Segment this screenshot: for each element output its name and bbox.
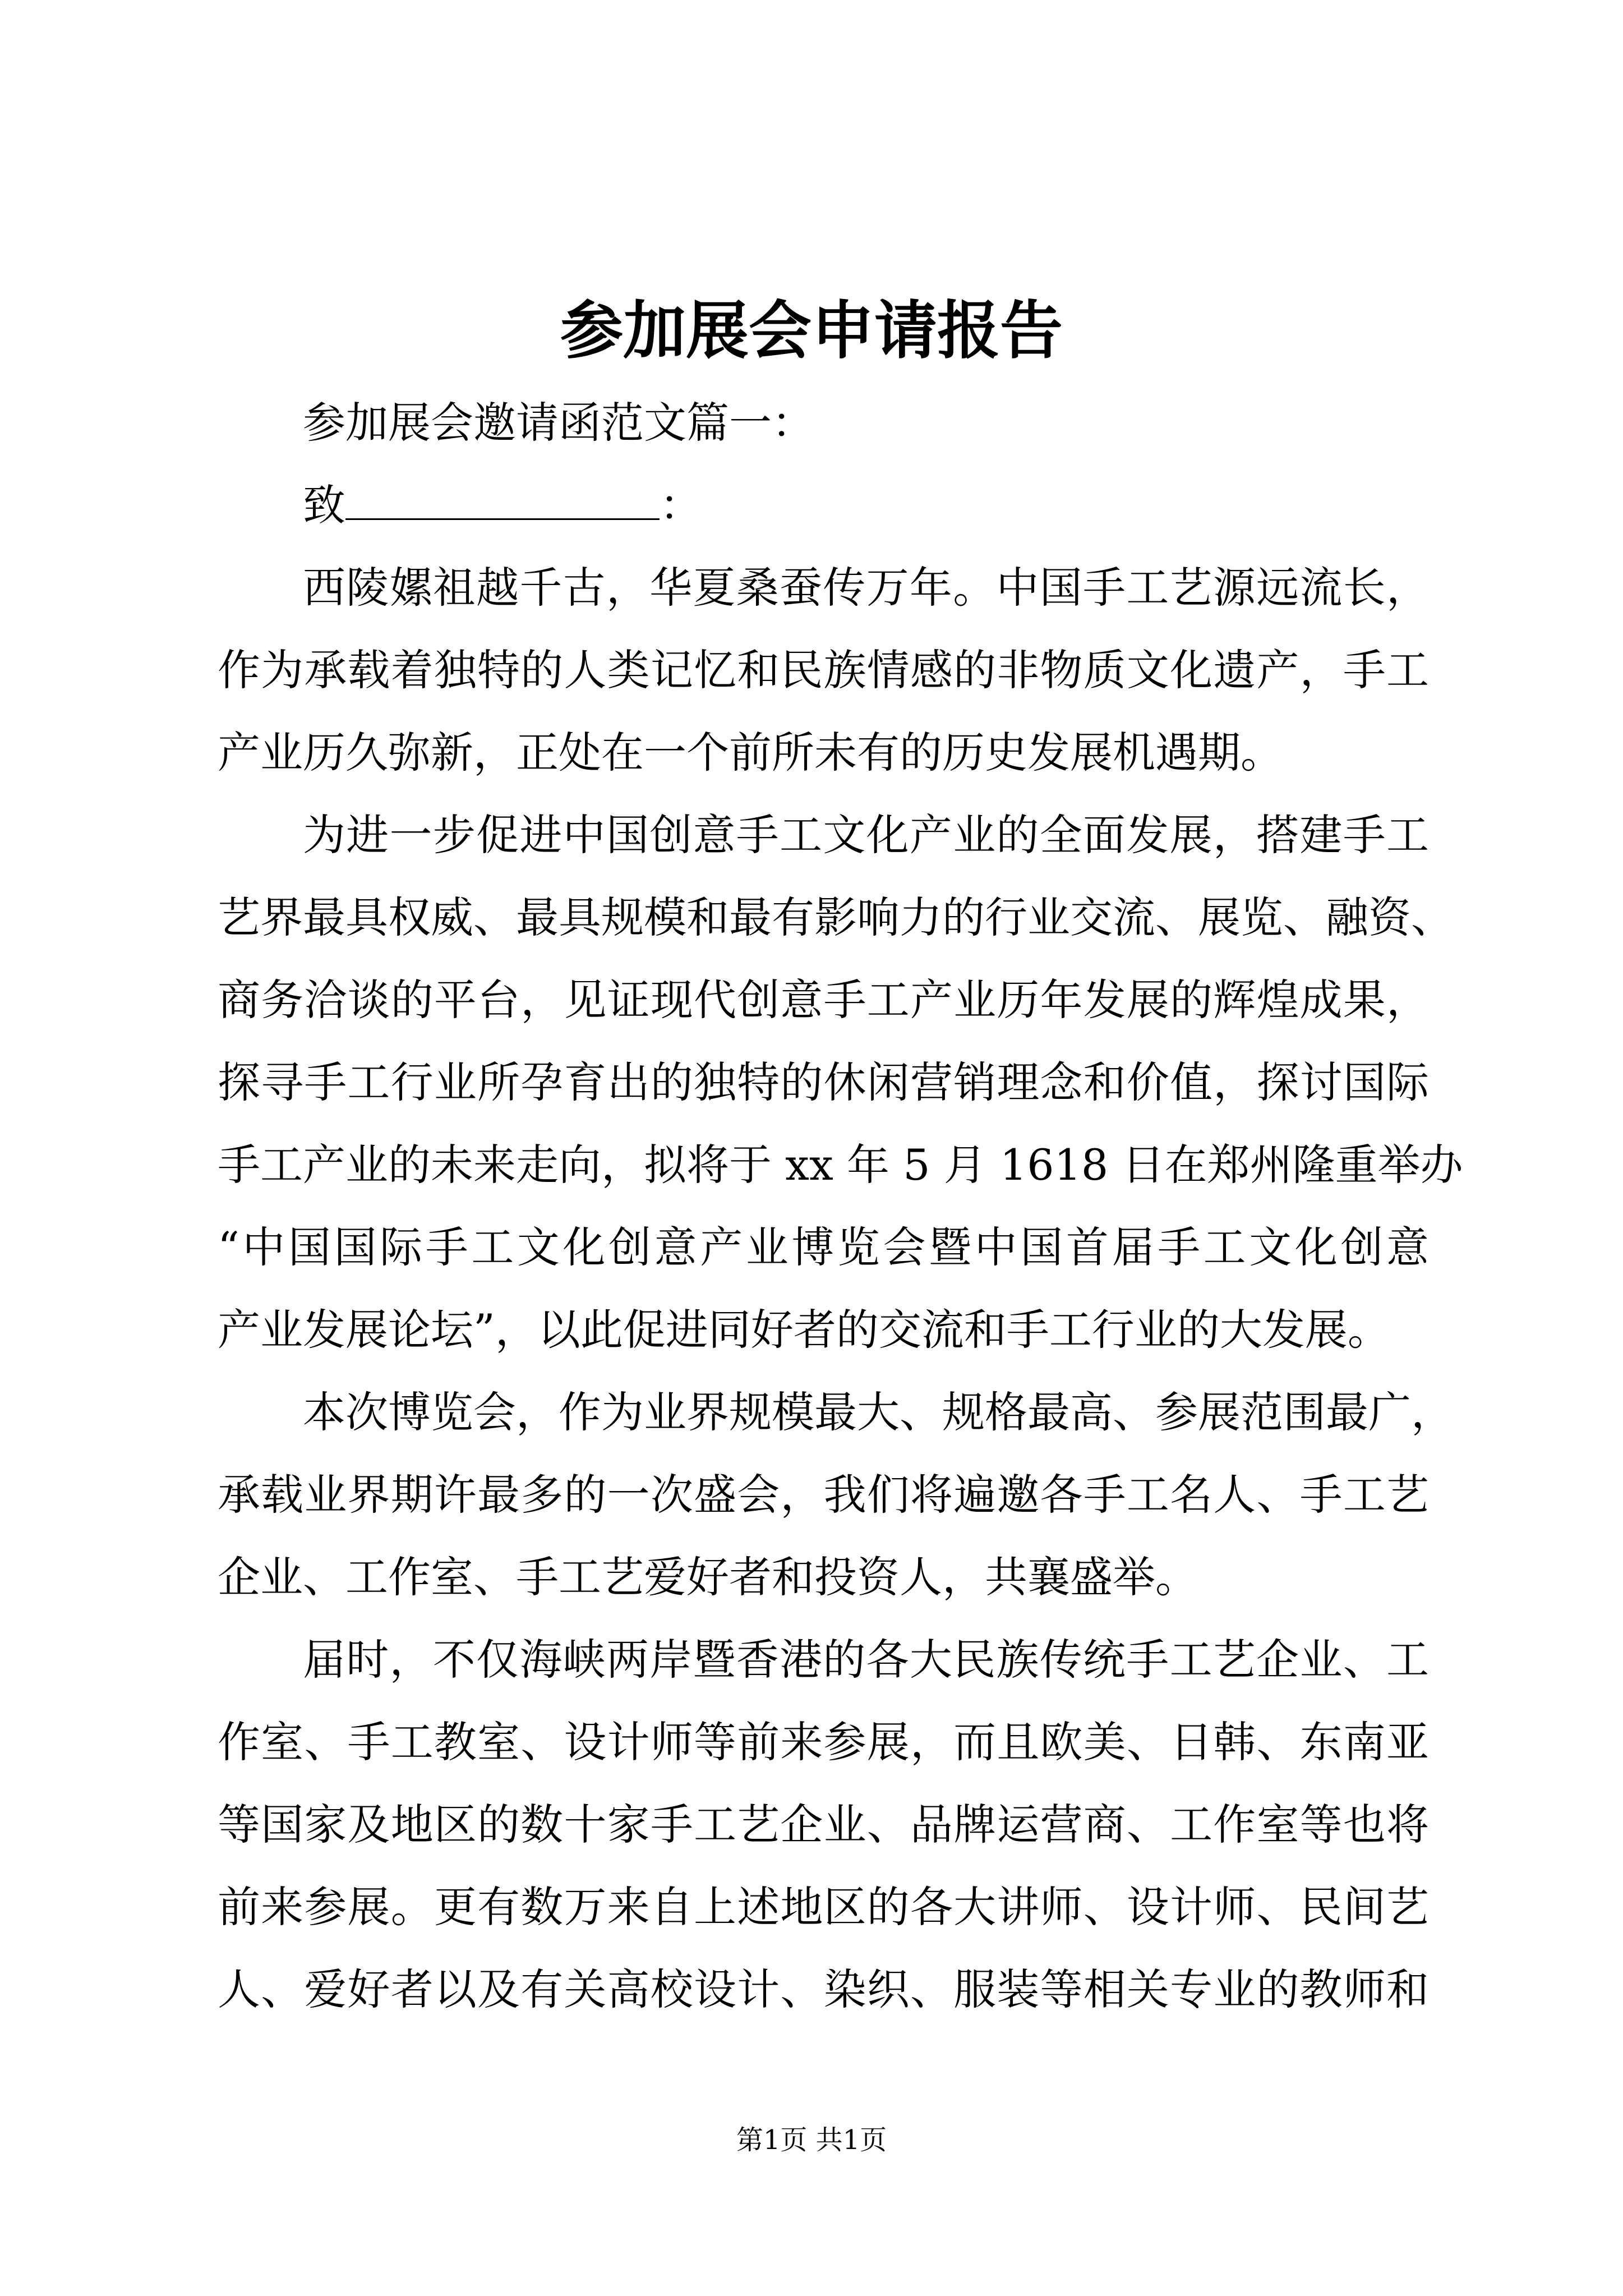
paragraph-line: 作室、手工教室、设计师等前来参展，而且欧美、日韩、东南亚 xyxy=(218,1717,1429,1767)
recipient-blank xyxy=(345,485,660,520)
salutation xyxy=(218,464,1429,546)
paragraph-line: 产业发展论坛”，以此促进同好者的交流和手工行业的大发展。 xyxy=(218,1305,1390,1355)
paragraph-line: 商务洽谈的平台，见证现代创意手工产业历年发展的辉煌成果， xyxy=(218,975,1429,1025)
subtitle: 参加展会邀请函范文篇一： xyxy=(303,398,814,448)
paragraph-line: 承载业界期许最多的一次盛会，我们将遍邀各手工名人、手工艺 xyxy=(218,1470,1429,1520)
paragraph-line: 作为承载着独特的人类记忆和民族情感的非物质文化遗产，手工 xyxy=(218,645,1429,695)
paragraph-line: 前来参展。更有数万来自上述地区的各大讲师、设计师、民间艺 xyxy=(218,1882,1429,1932)
page-footer: 第1页 共1页 xyxy=(736,2124,887,2156)
paragraph-line: 本次博览会，作为业界规模最大、规格最高、参展范围最广， xyxy=(303,1387,1454,1437)
paragraph-line: 届时，不仅海峡两岸暨香港的各大民族传统手工艺企业、工 xyxy=(303,1635,1429,1685)
document-title: 参加展会申请报告 xyxy=(560,295,1063,367)
paragraph-line: 西陵嫘祖越千古，华夏桑蚕传万年。中国手工艺源远流长， xyxy=(303,563,1429,613)
paragraph-line: 手工产业的未来走向，拟将于 xx 年 5 月 1618 日在郑州隆重举办 xyxy=(218,1140,1463,1190)
paragraph-line: 艺界最具权威、最具规模和最有影响力的行业交流、展览、融资、 xyxy=(218,892,1454,942)
paragraph-line: 企业、工作室、手工艺爱好者和投资人，共襄盛举。 xyxy=(218,1552,1198,1602)
paragraph-line: 产业历久弥新，正处在一个前所未有的历史发展机遇期。 xyxy=(218,728,1283,777)
salutation-suffix: ： xyxy=(660,480,702,530)
paragraph-line: 等国家及地区的数十家手工艺企业、品牌运营商、工作室等也将 xyxy=(218,1800,1429,1849)
salutation-prefix: 致 xyxy=(303,480,345,530)
paragraph-line: 为进一步促进中国创意手工文化产业的全面发展，搭建手工 xyxy=(303,810,1429,860)
document-body xyxy=(218,381,1463,2031)
paragraph-line: 人、爱好者以及有关高校设计、染织、服装等相关专业的教师和 xyxy=(218,1964,1429,2014)
paragraph-line: 探寻手工行业所孕育出的独特的休闲营销理念和价值，探讨国际 xyxy=(218,1057,1429,1107)
paragraph-line: “中国国际手工文化创意产业博览会暨中国首届手工文化创意 xyxy=(218,1222,1429,1272)
